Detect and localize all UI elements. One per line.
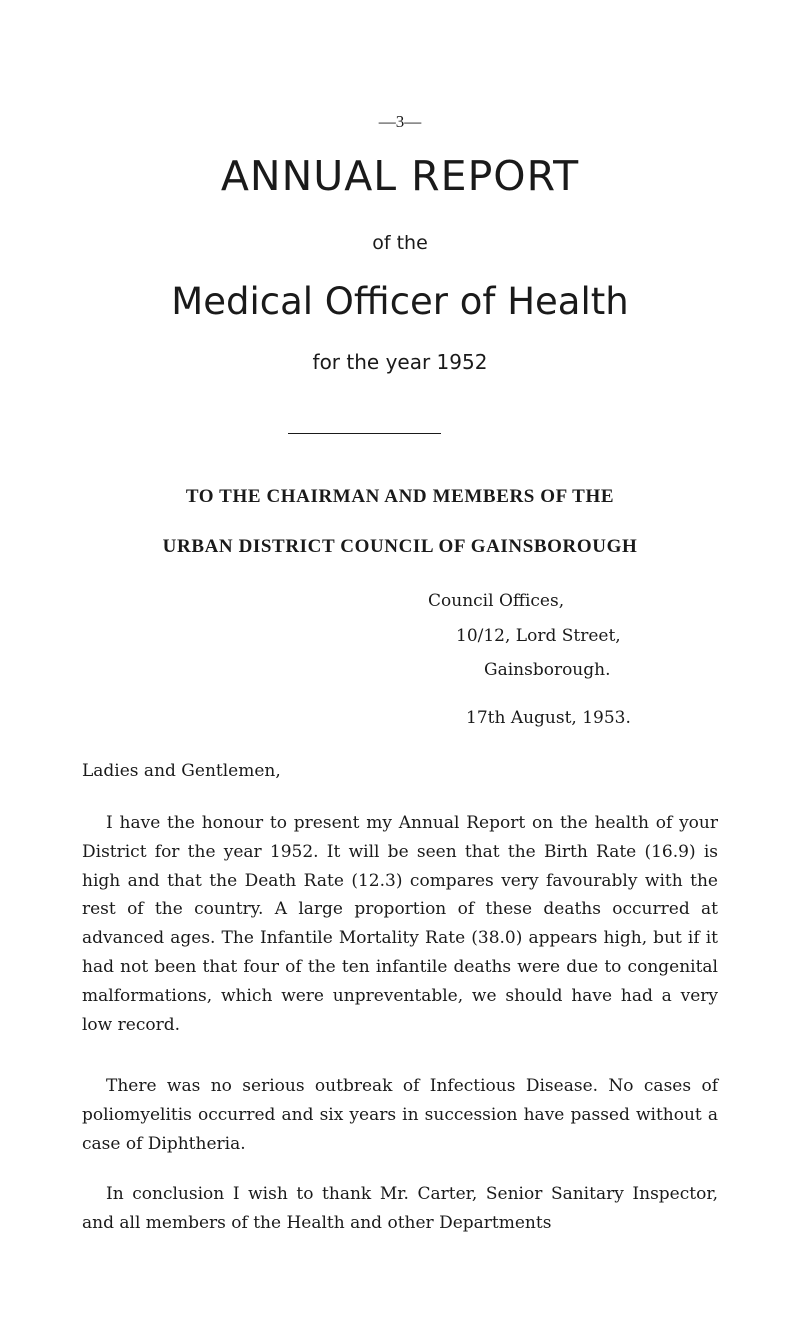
- report-title: ANNUAL REPORT: [220, 152, 580, 200]
- address-line-3: Gainsborough.: [484, 660, 611, 680]
- paragraph-3: In conclusion I wish to thank Mr. Carter, Senior Sanitary Inspector, and all members of the Health and other Departments: [82, 1184, 718, 1233]
- addressee-line-1: TO THE CHAIRMAN AND MEMBERS OF THE: [185, 486, 615, 507]
- salutation: Ladies and Gentlemen,: [82, 761, 281, 781]
- paragraph-1: I have the honour to present my Annual Report on the health of your District for the year 1952. It will be seen that the Birth Rate (16.9) is high and that the Death Rate (12.3) compares very favourably with the rest of the country. A large proportion of these deaths occurred at advanced ages. The Infantile Mortality Rate (38.0) appears high, but if it had not been that four of the ten infantile deaths were due to congenital malformations, which were unpreventable, we should have had a very low record.: [82, 813, 718, 1035]
- report-subtitle-of-the: of the: [372, 232, 428, 254]
- divider-rule: [288, 433, 441, 434]
- officer-title: Medical Officer of Health: [171, 280, 629, 323]
- address-line-1: Council Offices,: [428, 591, 565, 611]
- paragraph-2: There was no serious outbreak of Infectious Disease. No cases of poliomyelitis occurred and six years in succession have passed without a case of Diphtheria.: [82, 1076, 718, 1154]
- report-year: for the year 1952: [312, 350, 488, 374]
- page-number: —3—: [378, 112, 422, 131]
- address-line-2: 10/12, Lord Street,: [456, 626, 621, 646]
- addressee-line-2: URBAN DISTRICT COUNCIL OF GAINSBOROUGH: [162, 536, 638, 557]
- letter-date: 17th August, 1953.: [466, 708, 631, 728]
